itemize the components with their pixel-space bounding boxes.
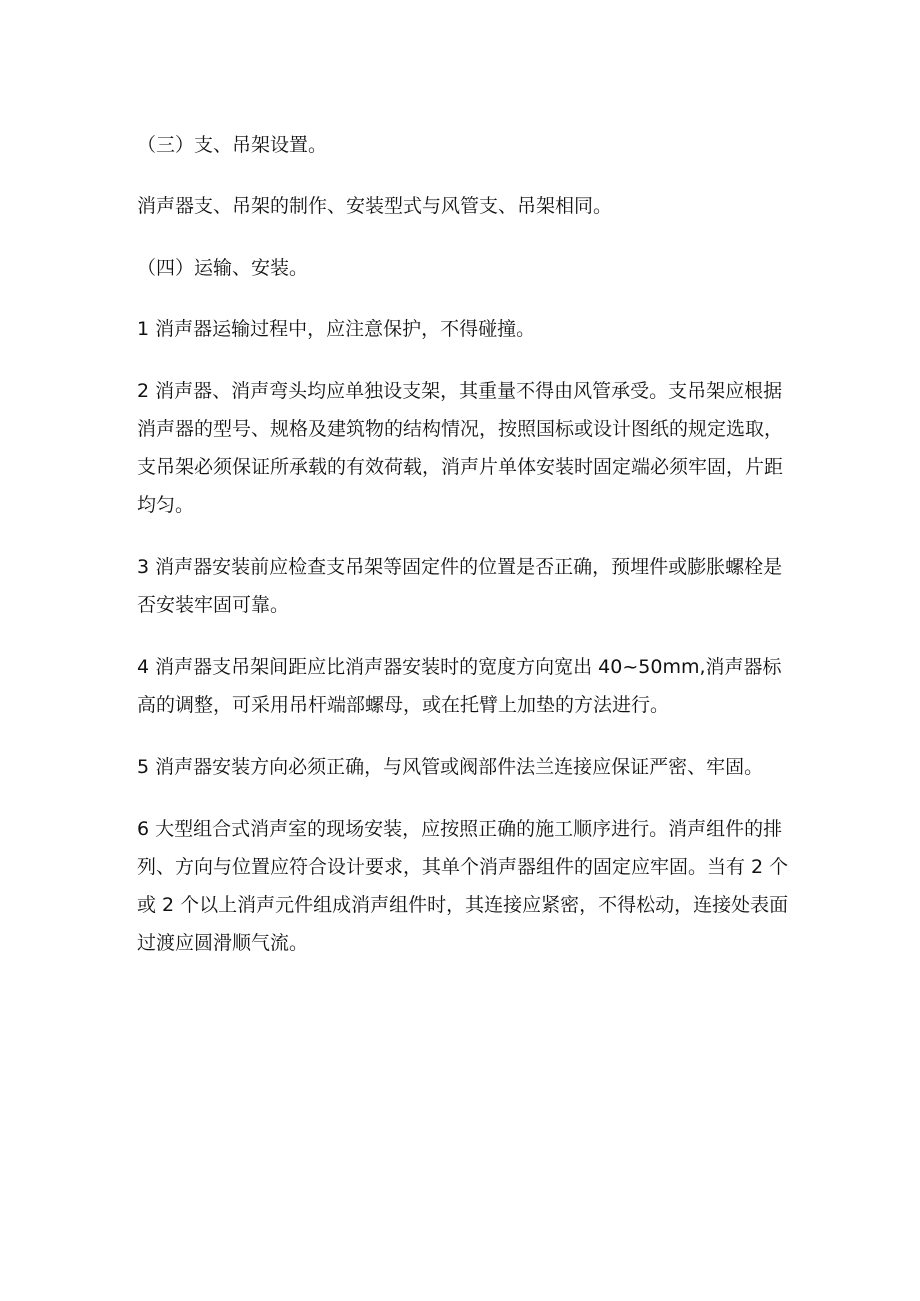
list-item-1: 1 消声器运输过程中，应注意保护，不得碰撞。: [137, 318, 536, 340]
section-heading-support: （三）支、吊架设置。: [137, 134, 328, 156]
list-item-2: 2 消声器、消声弯头均应单独设支架，其重量不得由风管承受。支吊架应根据消声器的型号、规格及建筑物的结构情况，按照国标或设计图纸的规定选取，支吊架必须保证所承载的有效荷载，消声片单体安装时固定端必须牢固，片距均匀。: [137, 380, 784, 516]
section-heading-transport-install: （四）运输、安装。: [137, 257, 309, 279]
paragraph-support-rule: 消声器支、吊架的制作、安装型式与风管支、吊架相同。: [137, 195, 613, 217]
list-item-4: 4 消声器支吊架间距应比消声器安装时的宽度方向宽出 40~50mm,消声器标高的调整，可采用吊杆端部螺母，或在托臂上加垫的方法进行。: [137, 656, 782, 716]
list-item-3: 3 消声器安装前应检查支吊架等固定件的位置是否正确，预埋件或膨胀螺栓是否安装牢固可靠。: [137, 556, 783, 616]
document-body: [137, 126, 797, 962]
list-item-6: 6 大型组合式消声室的现场安装，应按照正确的施工顺序进行。消声组件的排列、方向与位置应符合设计要求，其单个消声器组件的固定应牢固。当有 2 个或 2 个以上消声元件组成消声组件时，其连接应紧密，不得松动，连接处表面过渡应圆滑顺气流。: [137, 818, 789, 954]
list-item-5: 5 消声器安装方向必须正确，与风管或阀部件法兰连接应保证严密、牢固。: [137, 756, 764, 778]
